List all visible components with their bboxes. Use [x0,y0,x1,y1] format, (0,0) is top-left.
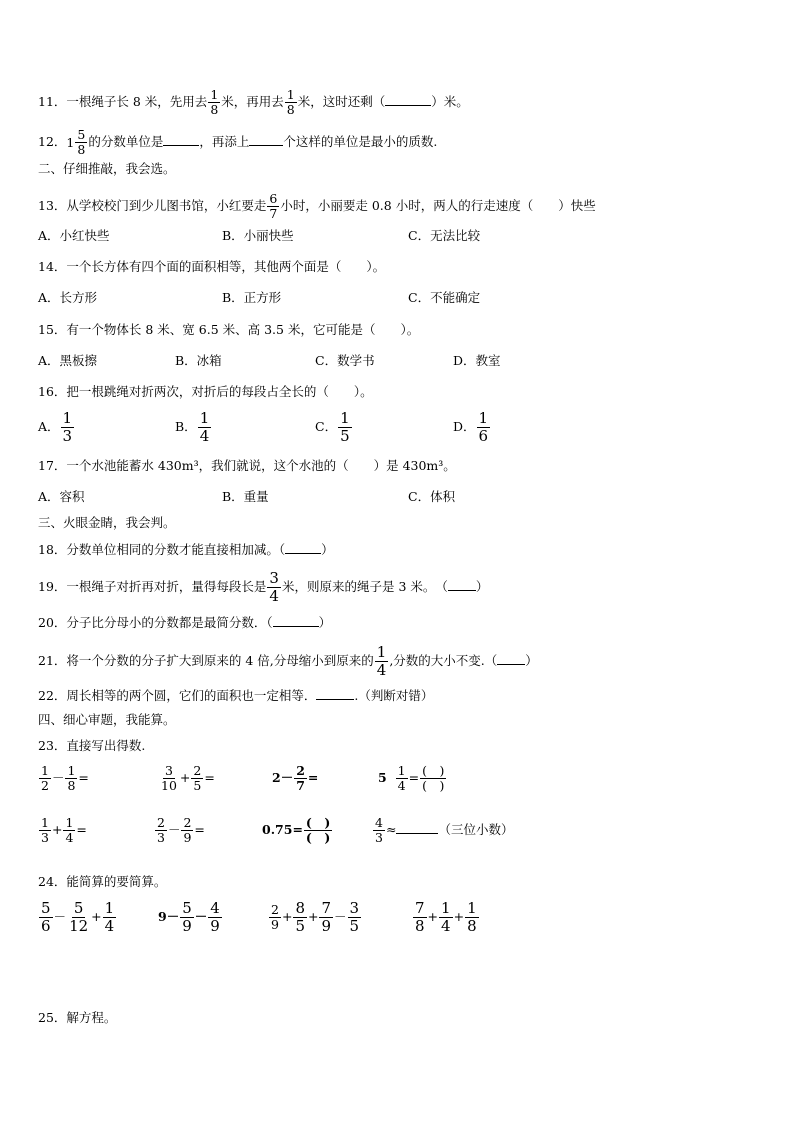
expression: 0.75= ( ) ( ) [262,815,331,845]
section-3-heading: 三、火眼金睛，我会判。 [38,515,176,530]
fraction: $\frac{1}{8}$ [210,87,219,117]
answer-blank[interactable] [385,93,431,106]
option-a[interactable]: A．小红快些 [38,228,110,243]
question-12: 12． 1 5 8 的分数单位是 ，再添上 个这样的单位是最小的质数. [38,127,438,157]
option-a[interactable]: A．黑板擦 [38,353,98,368]
question-18: 18．分数单位相同的分数才能直接相加减。（ ） [38,542,334,557]
answer-blank[interactable] [396,821,438,834]
expression: $\frac{7}{8}$ + $\frac{1}{4}$ + $\frac{1}{8}$ [415,899,477,935]
option-a[interactable]: A．容积 [38,489,85,504]
option-c[interactable]: C．无法比较 [408,228,481,243]
question-17: 17．一个水池能蓄水 430m³，我们就说，这个水池的（ ）是 430m³。 [38,458,456,473]
answer-blank[interactable] [497,652,525,665]
question-11: 11．一根绳子长 8 米，先用去 $\frac{1}{8}$ 米，再用去 $\frac{1}{8}$ 米，这时还剩（ ）米。 [38,87,469,117]
answer-blank[interactable] [273,614,319,627]
option-b[interactable]: B．小丽快些 [222,228,294,243]
option-d[interactable]: D． $\frac{1}{6}$ [453,409,489,445]
answer-blank[interactable] [448,578,476,591]
question-16: 16．把一根跳绳对折两次，对折后的每段占全长的（ ）。 [38,384,373,399]
option-a[interactable]: A． $\frac{1}{3}$ [38,409,73,445]
expression: $\frac{3}{10}$ + $\frac{2}{5}$ = [161,763,215,793]
option-b[interactable]: B． $\frac{1}{4}$ [175,409,210,445]
answer-blank[interactable] [316,687,354,700]
expression: 2－ $\frac{2}{7}$ = [272,763,319,793]
question-24-title: 24．能简算的要简算。 [38,874,167,889]
expression: $\frac{4}{3}$ ≈ （三位小数） [375,815,514,845]
question-25-title: 25．解方程。 [38,1010,117,1025]
fraction: $\frac{1}{8}$ [286,87,295,117]
expression: $\frac{1}{2}$ － $\frac{1}{8}$ = [41,763,89,793]
question-19: 19．一根绳子对折再对折，量得每段长是 $\frac{3}{4}$ 米，则原来的绳子是 3 米。 （ ） [38,569,489,605]
option-c[interactable]: C．体积 [408,489,456,504]
option-d[interactable]: D．教室 [453,353,501,368]
expression: 9－ $\frac{5}{9}$ － $\frac{4}{9}$ [158,899,220,935]
expression: $\frac{1}{3}$ + $\frac{1}{4}$ = [41,815,87,845]
expression: $\frac{2}{3}$ － $\frac{2}{9}$ = [157,815,205,845]
option-c[interactable]: C．不能确定 [408,290,481,305]
question-15: 15．有一个物体长 8 米、宽 6.5 米、高 3.5 米，它可能是（ ）。 [38,322,420,337]
expression: $\frac{5}{6}$ － $\frac{5}{12}$ + $\frac{1}{4}$ [41,899,115,935]
option-b[interactable]: B．冰箱 [175,353,222,368]
answer-blank[interactable] [285,541,321,554]
expression: 5 $\frac{1}{4}$ = ( ) ( ) [378,763,445,793]
question-13: 13．从学校校门到少儿图书馆，小红要走 $\frac{6}{7}$ 小时，小丽要走 0.8 小时，两人的行走速度（ ）快些 [38,191,596,221]
answer-blank[interactable] [163,133,199,146]
mixed-number: 1 5 8 [66,127,86,157]
question-20: 20．分子比分母小的分数都是最简分数．（ ） [38,615,332,630]
option-c[interactable]: C． $\frac{1}{5}$ [315,409,350,445]
question-14: 14．一个长方体有四个面的面积相等，其他两个面是（ ）。 [38,259,386,274]
option-b[interactable]: B．重量 [222,489,269,504]
option-b[interactable]: B．正方形 [222,290,282,305]
question-21: 21．将一个分数的分子扩大到原来的 4 倍,分母缩小到原来的 $\frac{1}{4}$ ,分数的大小不变.（ ） [38,643,538,679]
question-23-title: 23．直接写出得数. [38,738,146,753]
expression: $\frac{2}{9}$ + $\frac{8}{5}$ + $\frac{7}{9}$ － $\frac{3}{5}$ [271,899,360,935]
option-c[interactable]: C．数学书 [315,353,375,368]
answer-blank[interactable] [249,133,283,146]
section-4-heading: 四、细心审题，我能算。 [38,712,176,727]
section-2-heading: 二、仔细推敲，我会选。 [38,161,176,176]
option-a[interactable]: A．长方形 [38,290,98,305]
question-22: 22．周长相等的两个圆，它们的面积也一定相等． .（判断对错） [38,688,434,703]
